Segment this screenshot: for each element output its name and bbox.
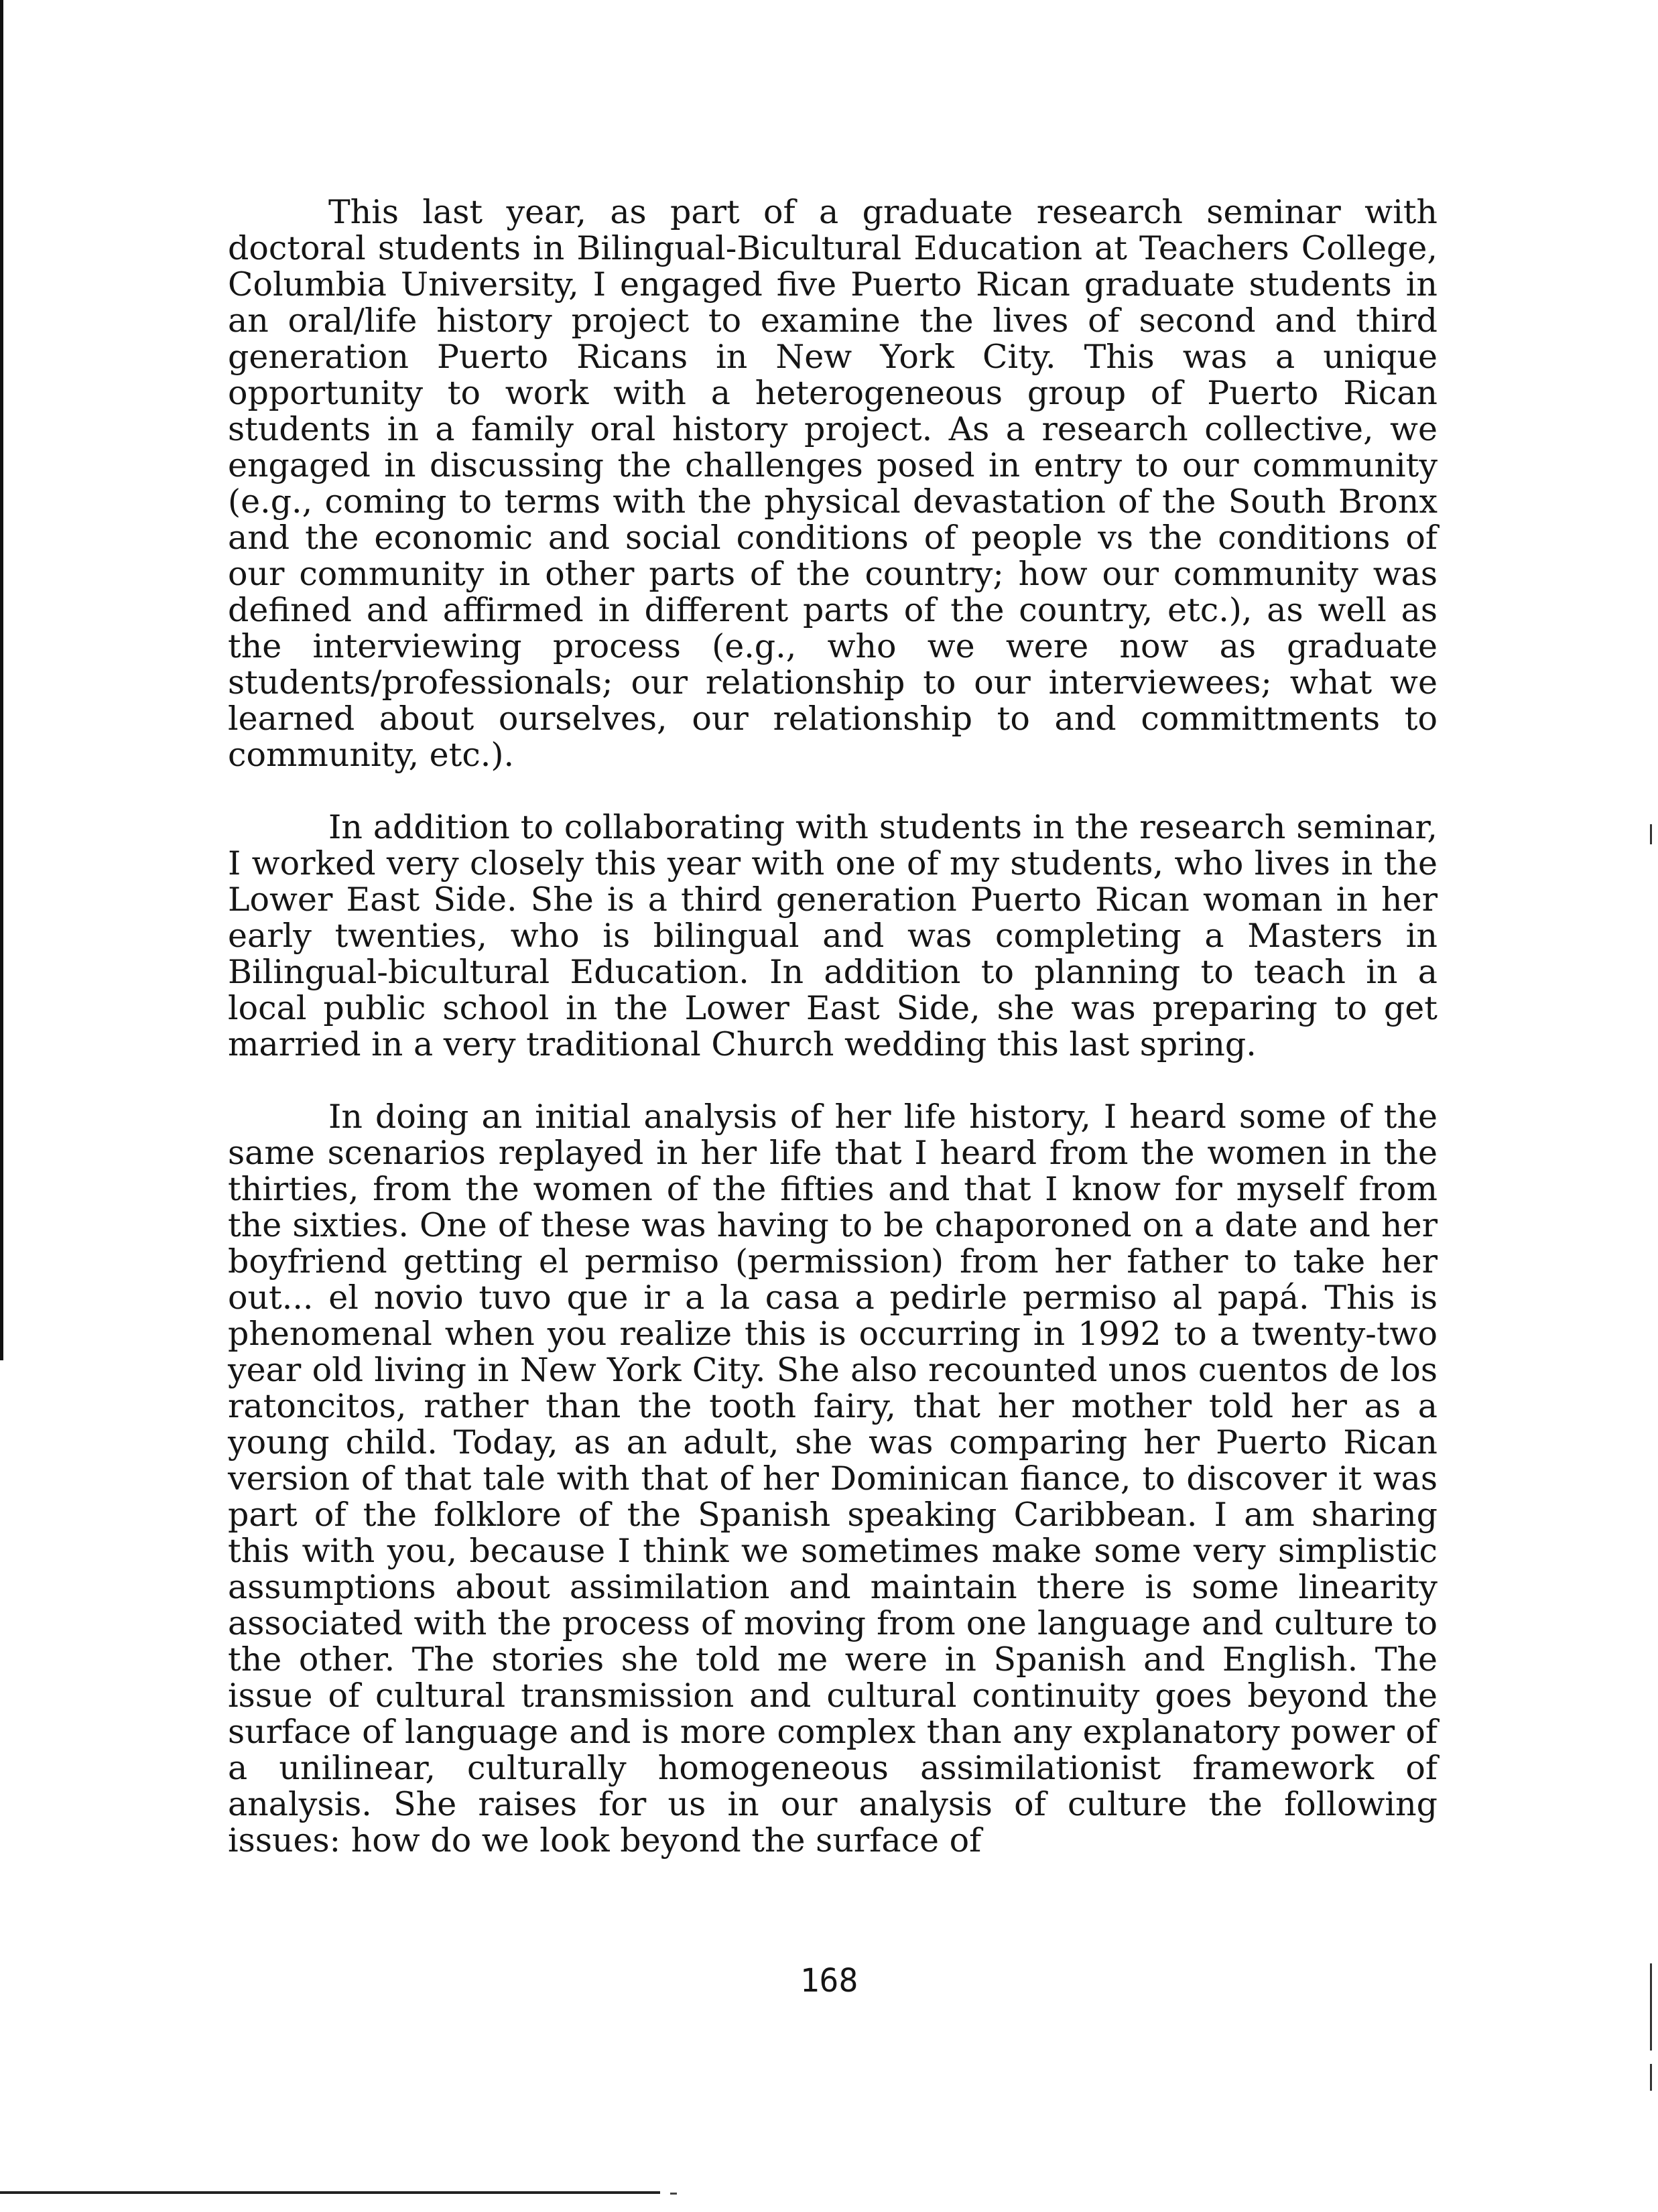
scan-mark xyxy=(1650,2064,1652,2091)
scan-mark xyxy=(1650,824,1652,844)
scan-mark xyxy=(1650,1963,1652,2051)
paragraph-student-collaboration: In addition to collaborating with students in the research seminar, I worked very closely this year with one of my students, who lives in the Lower East Side. She is a third generation Puerto Rican woman in her early twenties, who is bilingual and was completing a Masters in Bilingual-bicultural Education. In addition to planning to teach in a local public school in the Lower East Side, she was preparing to get married in a very traditional Church wedding this last spring. xyxy=(228,808,1438,1063)
paragraph-life-history-analysis: In doing an initial analysis of her life history, I heard some of the same scenarios replayed in her life that I heard from the women in the thirties, from the women of the fifties and that I know for myself from the sixties. One of these was having to be chaporoned on a date and her boyfriend getting el permiso (permission) from her father to take her out... el novio tuvo que ir a la casa a pedirle permiso al papá. This is phenomenal when you realize this is occurring in 1992 to a twenty-two year old living in New York City. She also recounted unos cuentos de los ratoncitos, rather than the tooth fairy, that her mother told her as a young child. Today, as an adult, she was comparing her Puerto Rican version of that tale with that of her Dominican fiance, to discover it was part of the folklore of the Spanish speaking Caribbean. I am sharing this with you, because I think we sometimes make some very simplistic assumptions about assimilation and maintain there is some linearity associated with the process of moving from one language and culture to the other. The stories she told me were in Spanish and English. The issue of cultural transmission and cultural continuity goes beyond the surface of language and is more complex than any explanatory power of a unilinear, culturally homogeneous assimilationist framework of analysis. She raises for us in our analysis of culture the following issues: how do we look beyond the surface of xyxy=(228,1098,1438,1860)
page-number: 168 xyxy=(800,1962,858,2000)
scan-bottom-rule xyxy=(0,2191,660,2194)
body-text xyxy=(228,194,1438,1895)
paragraph-research-seminar: This last year, as part of a graduate research seminar with doctoral students in Bilingual-Bicultural Education at Teachers College, Columbia University, I engaged five Puerto Rican graduate students in an oral/life history project to examine the lives of second and third generation Puerto Ricans in New York City. This was a unique opportunity to work with a heterogeneous group of Puerto Rican students in a family oral history project. As a research collective, we engaged in discussing the challenges posed in entry to our community (e.g., coming to terms with the physical devastation of the South Bronx and the economic and social conditions of people vs the conditions of our community in other parts of the country; how our community was defined and affirmed in different parts of the country, etc.), as well as the interviewing process (e.g., who we were now as graduate students/professionals; our relationship to our interviewees; what we learned about ourselves, our relationship to and committments to community, etc.). xyxy=(228,193,1438,774)
scan-bottom-rule-fragment xyxy=(670,2193,677,2195)
scan-left-edge xyxy=(0,0,3,1360)
